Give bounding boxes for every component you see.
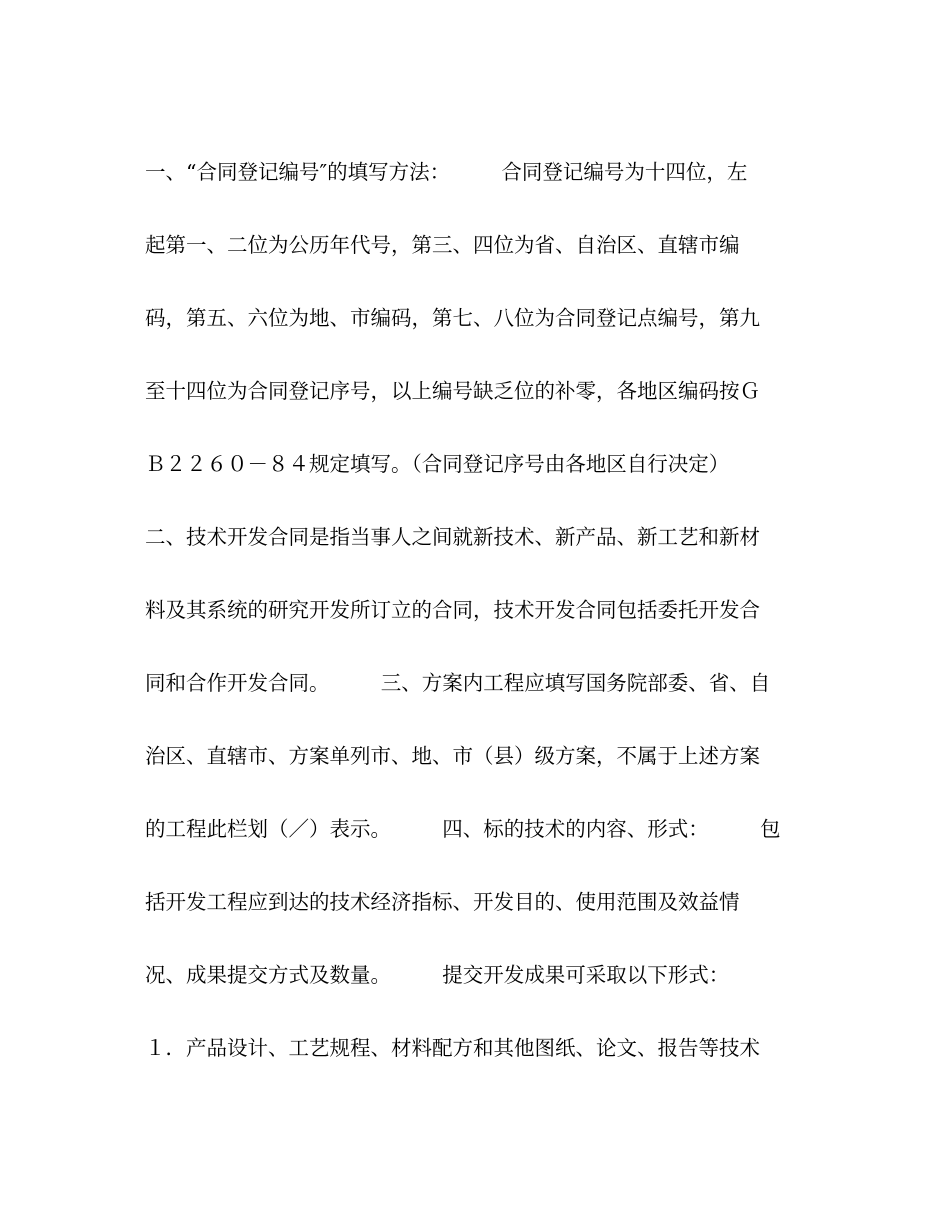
text-line-10: 的工程此栏划（／）表示。 四、标的技术的内容、形式： 包 (145, 817, 781, 841)
text-line-9: 治区、直辖市、方案单列市、地、市（县）级方案，不属于上述方案 (145, 744, 760, 768)
text-line-8: 同和合作开发合同。 三、方案内工程应填写国务院部委、省、自 (145, 671, 771, 695)
text-line-5: Ｂ２２６０－８４规定填写。（合同登记序号由各地区自行决定） (145, 452, 730, 476)
text-line-3: 码，第五、六位为地、市编码，第七、八位为合同登记点编号，第九 (145, 306, 760, 330)
text-line-7: 料及其系统的研究开发所订立的合同，技术开发合同包括委托开发合 (145, 598, 760, 622)
text-line-2: 起第一、二位为公历年代号，第三、四位为省、自治区、直辖市编 (145, 233, 740, 257)
text-line-1: 一、“合同登记编号″的填写方法： 合同登记编号为十四位，左 (145, 160, 748, 184)
text-line-13: １．产品设计、工艺规程、材料配方和其他图纸、论文、报告等技术 (145, 1036, 760, 1060)
text-line-12: 况、成果提交方式及数量。 提交开发成果可采取以下形式： (145, 963, 730, 987)
text-line-11: 括开发工程应到达的技术经济指标、开发目的、使用范围及效益情 (145, 890, 740, 914)
document-body (145, 136, 805, 1085)
text-line-4: 至十四位为合同登记序号，以上编号缺乏位的补零，各地区编码按Ｇ (145, 379, 760, 403)
text-line-6: 二、技术开发合同是指当事人之间就新技术、新产品、新工艺和新材 (145, 525, 760, 549)
